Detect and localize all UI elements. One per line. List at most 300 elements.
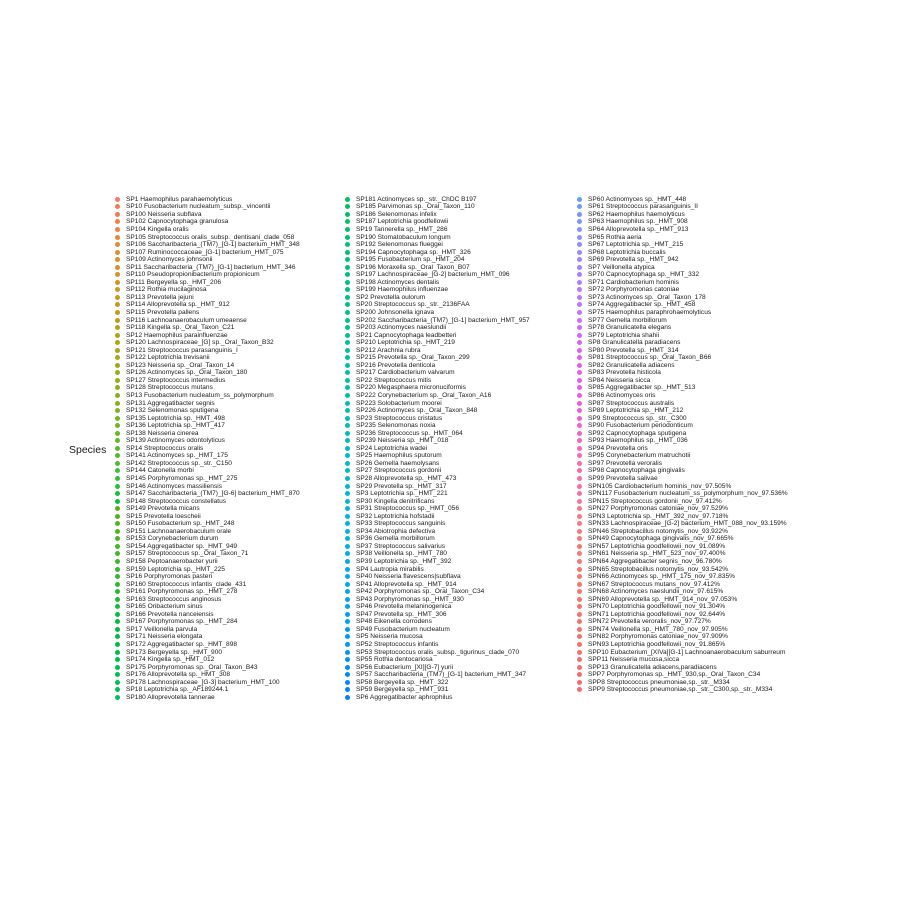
legend-entry — [345, 331, 530, 339]
legend-entry — [577, 263, 788, 271]
legend-entry-label: SP215 Prevotella sp._Oral_Taxon_299 — [356, 354, 470, 362]
legend-key-dot — [345, 393, 350, 398]
legend-entry — [577, 460, 788, 468]
legend-entry-label: SP89 Leptotrichia sp._HMT_212 — [588, 407, 684, 415]
legend-key-dot — [577, 589, 582, 594]
legend-entry — [345, 565, 530, 573]
legend-entry-label: SP136 Leptotrichia sp._HMT_417 — [126, 422, 225, 430]
legend-entry-label: SP61 Streptococcus parasanguinis_II — [588, 203, 698, 211]
legend-entry-label: SP77 Gemella morbillorum — [588, 316, 667, 324]
legend-entry — [115, 339, 300, 347]
legend-key-dot — [345, 197, 350, 202]
legend-key-dot — [345, 499, 350, 504]
legend-key-dot — [115, 423, 120, 428]
legend-entry-label: SP120 Lachnospiraceae_[G] sp._Oral_Taxon_B32 — [126, 339, 274, 347]
legend-entry-label: SP165 Oribacterium sinus — [126, 603, 203, 611]
legend-entry — [115, 595, 300, 603]
legend-entry-label: SP187 Leptotrichia goodfellowii — [356, 218, 449, 226]
legend-key-dot — [115, 204, 120, 209]
legend-entry — [115, 256, 300, 264]
legend-key-dot — [345, 453, 350, 458]
legend-entry-label: SP223 Solobacterium moorei — [356, 399, 442, 407]
legend-key-dot — [115, 302, 120, 307]
legend-key-dot — [115, 280, 120, 285]
legend-key-dot — [345, 544, 350, 549]
legend-entry — [115, 452, 300, 460]
legend-key-dot — [115, 657, 120, 662]
legend-key-dot — [115, 401, 120, 406]
legend-key-dot — [115, 197, 120, 202]
legend-entry — [115, 369, 300, 377]
legend-key-dot — [115, 521, 120, 526]
legend-key-dot — [115, 612, 120, 617]
legend-key-dot — [345, 348, 350, 353]
legend-entry — [115, 573, 300, 581]
legend-key-dot — [577, 582, 582, 587]
legend-entry — [577, 324, 788, 332]
legend-entry — [577, 641, 788, 649]
legend-key-dot — [345, 529, 350, 534]
legend-key-dot — [115, 235, 120, 240]
legend-entry-label: SP195 Fusobacterium sp._HMT_204 — [356, 256, 465, 264]
legend-entry — [115, 663, 300, 671]
legend-entry — [115, 671, 300, 679]
legend-entry — [577, 392, 788, 400]
legend-key-dot — [577, 295, 582, 300]
legend-entry-label: SP32 Leptotrichia hofstadii — [356, 512, 435, 520]
legend-entry-label: SP82 Granulicatella adiacens — [588, 361, 675, 369]
legend-entry-label: SPN3 Leptotrichia sp._HMT_392_nov_97.718% — [588, 512, 729, 520]
legend-entry — [115, 346, 300, 354]
legend-key-dot — [577, 680, 582, 685]
legend-entry — [577, 362, 788, 370]
legend-key-dot — [115, 318, 120, 323]
legend-entry — [577, 595, 788, 603]
legend-key-dot — [577, 687, 582, 692]
legend-entry — [345, 626, 530, 634]
legend-entry-label: SPN74 Veillonella sp._HMT_780_nov_97.905% — [588, 625, 728, 633]
legend-entry — [345, 346, 530, 354]
legend-key-dot — [115, 325, 120, 330]
legend-entry — [115, 392, 300, 400]
legend-entry — [115, 535, 300, 543]
legend-entry — [345, 422, 530, 430]
legend-key-dot — [577, 634, 582, 639]
legend-key-dot — [577, 265, 582, 270]
legend-entry — [577, 354, 788, 362]
legend-entry — [577, 528, 788, 536]
legend-entry-label: SP178 Lachnospiraceae_[G-3] bacterium_HMT_100 — [126, 678, 280, 686]
legend-entry-label: SP200 Johnsonella ignava — [356, 308, 435, 316]
legend-entry-label: SP142 Streptococcus sp._str._C150 — [126, 459, 232, 467]
legend-key-dot — [577, 257, 582, 262]
legend-key-dot — [115, 295, 120, 300]
legend-entry — [345, 294, 530, 302]
legend-key-dot — [345, 423, 350, 428]
legend-entry — [115, 301, 300, 309]
legend-entry-label: SPP8 Streptococcus pneumoniae,sp._str._M334 — [588, 678, 730, 686]
legend-entry — [115, 528, 300, 536]
legend-entry — [577, 301, 788, 309]
legend-entry-label: SP159 Leptotrichia sp._HMT_225 — [126, 565, 225, 573]
legend-key-dot — [577, 446, 582, 451]
legend-entry-label: SPN66 Actinomyces sp._HMT_175_nov_97.835% — [588, 573, 735, 581]
legend-entry-label: SP95 Corynebacterium matruchotii — [588, 452, 691, 460]
legend-entry — [345, 233, 530, 241]
legend-key-dot — [577, 363, 582, 368]
legend-key-dot — [345, 333, 350, 338]
legend-entry-label: SP127 Streptococcus intermedius — [126, 376, 226, 384]
legend-entry — [577, 512, 788, 520]
legend-key-dot — [345, 340, 350, 345]
legend-entry-label: SP70 Capnocytophaga sp._HMT_332 — [588, 271, 700, 279]
legend-key-dot — [577, 468, 582, 473]
legend-entry-label: SP100 Neisseria subflava — [126, 210, 202, 218]
legend-key-dot — [345, 446, 350, 451]
legend-key-dot — [115, 416, 120, 421]
legend-key-dot — [345, 385, 350, 390]
legend-entry — [115, 248, 300, 256]
legend-key-dot — [115, 491, 120, 496]
legend-entry-label: SP21 Capnocytophaga leadbetteri — [356, 331, 457, 339]
legend-entry-label: SPN64 Aggregatibacter segnis_nov_96.780% — [588, 558, 722, 566]
legend-key-dot — [345, 521, 350, 526]
legend-key-dot — [115, 265, 120, 270]
legend-entry — [577, 271, 788, 279]
legend-entry-label: SP145 Porphyromonas sp._HMT_275 — [126, 475, 238, 482]
legend-key-dot — [345, 559, 350, 564]
legend-entry — [345, 339, 530, 347]
legend-entry — [577, 414, 788, 422]
legend-key-dot — [345, 257, 350, 262]
legend-entry — [115, 294, 300, 302]
legend-entry-label: SP81 Streptococcus sp._Oral_Taxon_B66 — [588, 354, 712, 362]
legend-key-dot — [115, 355, 120, 360]
legend-entry — [577, 339, 788, 347]
legend-key-dot — [345, 491, 350, 496]
legend-key-dot — [345, 250, 350, 255]
legend-entry — [115, 694, 300, 702]
legend-entry-label: SP11 Saccharibacteria_(TM7)_[G-1] bacterium_HMT_346 — [126, 263, 296, 271]
legend-key-dot — [115, 287, 120, 292]
legend-entry-label: SP235 Selenomonas noxia — [356, 422, 436, 430]
legend-key-dot — [577, 370, 582, 375]
legend-key-dot — [115, 574, 120, 579]
legend-entry-label: SP69 Prevotella sp._HMT_942 — [588, 256, 679, 264]
legend-entry-label: SP199 Haemophilus influenzae — [356, 286, 449, 294]
legend-key-dot — [115, 536, 120, 541]
legend-key-dot — [577, 672, 582, 677]
legend-entry-label: SP210 Leptotrichia sp._HMT_219 — [356, 339, 455, 347]
legend-entry-label: SPN67 Streptococcus mutans_nov_97.412% — [588, 580, 720, 588]
legend-entry — [115, 618, 300, 626]
legend-entry-label: SP41 Alloprevotella sp._HMT_914 — [356, 580, 457, 588]
legend-entry-label: SP74 Aggregatibacter sp._HMT_458 — [588, 301, 696, 309]
legend-entry — [345, 535, 530, 543]
legend-entry-label: SP60 Actinomyces sp._HMT_448 — [588, 195, 687, 203]
legend-entry — [577, 565, 788, 573]
legend-entry — [345, 588, 530, 596]
legend-entry-label: SP57 Saccharibacteria_(TM7)_[G-1] bacterium_HMT_347 — [356, 671, 527, 679]
legend-key-dot — [115, 310, 120, 315]
legend-key-dot — [345, 302, 350, 307]
legend-entry — [345, 226, 530, 234]
legend-entry-label: SP62 Haemophilus haemolyticus — [588, 210, 685, 218]
legend-entry — [115, 211, 300, 219]
legend-entry — [577, 437, 788, 445]
legend-entry-label: SP38 Veillonella sp._HMT_780 — [356, 550, 447, 558]
legend-entry-label: SP33 Streptococcus sanguinis — [356, 520, 446, 528]
legend-key-dot — [577, 416, 582, 421]
legend-entry — [115, 407, 300, 415]
legend-key-dot — [345, 506, 350, 511]
legend-entry-label: SP203 Actinomyces naeslundii — [356, 324, 447, 332]
legend-entry — [577, 346, 788, 354]
legend-entry — [345, 550, 530, 558]
legend-entry-label: SPN93 Leptotrichia goodfellowii_nov_91.865% — [588, 641, 726, 649]
legend-key-dot — [115, 212, 120, 217]
legend-entry — [345, 512, 530, 520]
legend-entry-label: SP20 Streptococcus sp._str._2136FAA — [356, 301, 470, 309]
legend-entry — [577, 241, 788, 249]
legend-entry-label: SP180 Alloprevotella tannerae — [126, 693, 215, 701]
legend-entry — [345, 528, 530, 536]
legend-entry — [345, 679, 530, 687]
legend-key-dot — [345, 604, 350, 609]
legend-entry — [345, 633, 530, 641]
legend-key-dot — [577, 431, 582, 436]
legend-entry-label: SP174 Kingella sp._HMT_012 — [126, 656, 215, 664]
legend-entry-label: SP53 Streptococcus oralis_subsp._tigurinus_clade_070 — [356, 648, 520, 656]
legend-entry-label: SP34 Abiotrophia defectiva — [356, 527, 436, 535]
legend-key-dot — [345, 408, 350, 413]
legend-key-dot — [345, 265, 350, 270]
legend-key-dot — [577, 499, 582, 504]
legend-key-dot — [577, 408, 582, 413]
legend-entry-label: SP121 Streptococcus parasanguinis_I — [126, 346, 238, 354]
legend-key-dot — [577, 333, 582, 338]
legend-entry — [115, 429, 300, 437]
legend-entry — [115, 603, 300, 611]
legend-key-dot — [115, 219, 120, 224]
legend-key-dot — [577, 385, 582, 390]
legend-entry-label: SP111 Bergeyella sp._HMT_206 — [126, 278, 222, 286]
legend-entry — [345, 475, 530, 483]
legend-entry-label: SP135 Leptotrichia sp._HMT_498 — [126, 414, 225, 422]
legend-entry — [115, 331, 300, 339]
legend-key-dot — [345, 401, 350, 406]
legend-entry-label: SP67 Leptotrichia sp._HMT_215 — [588, 241, 684, 249]
legend-entry — [345, 429, 530, 437]
legend-key-dot — [345, 272, 350, 277]
legend-entry-label: SPN27 Porphyromonas catoniae_nov_97.529% — [588, 505, 729, 513]
legend-key-dot — [577, 340, 582, 345]
legend-entry-label: SP58 Bergeyella sp._HMT_322 — [356, 678, 449, 686]
legend-column-1 — [115, 196, 300, 702]
legend-entry-label: SP122 Leptotrichia trevisanii — [126, 354, 210, 362]
legend-entry — [345, 694, 530, 702]
legend-entry — [577, 626, 788, 634]
legend-entry — [345, 369, 530, 377]
legend-entry — [345, 460, 530, 468]
legend-entry-label: SPN105 Cardiobacterium hominis_nov_97.505% — [588, 482, 732, 490]
legend-entry-label: SP25 Haemophilus sputorum — [356, 452, 442, 460]
legend-entry-label: SP149 Prevotella micans — [126, 505, 200, 513]
legend-entry — [115, 679, 300, 687]
legend-entry — [577, 633, 788, 641]
legend-entry-label: SP226 Actinomyces sp._Oral_Taxon_848 — [356, 407, 478, 415]
legend-entry-label: SP131 Aggregatibacter segnis — [126, 399, 215, 407]
legend-entry-label: SPN49 Capnocytophaga gingivalis_nov_97.665% — [588, 535, 734, 543]
legend-entry — [115, 286, 300, 294]
legend-entry-label: SP71 Cardiobacterium hominis — [588, 278, 679, 286]
legend-entry-label: SP27 Streptococcus gordonii — [356, 467, 442, 475]
legend-entry-label: SP78 Granulicatella elegans — [588, 324, 672, 332]
legend-entry — [345, 671, 530, 679]
legend-entry-label: SP63 Haemophilus sp._HMT_908 — [588, 218, 688, 226]
legend-key-dot — [115, 567, 120, 572]
legend-entry-label: SP175 Porphyromonas sp._Oral_Taxon_B43 — [126, 663, 258, 671]
legend-entry-label: SP239 Neisseria sp._HMT_018 — [356, 437, 449, 445]
legend-entry — [577, 452, 788, 460]
legend-entry — [115, 377, 300, 385]
legend-key-dot — [345, 363, 350, 368]
legend-key-dot — [345, 325, 350, 330]
legend-entry — [345, 558, 530, 566]
legend-entry — [577, 580, 788, 588]
legend-entry — [345, 467, 530, 475]
legend-key-dot — [345, 242, 350, 247]
legend-entry-label: SP146 Actinomyces massiliensis — [126, 482, 223, 490]
legend-key-dot — [345, 551, 350, 556]
legend-entry — [577, 384, 788, 392]
legend-entry-label: SP46 Prevotella melaninogenica — [356, 603, 452, 611]
legend-entry-label: SP56 Eubacterium_[XI][G-7] yurii — [356, 663, 454, 671]
legend-key-dot — [345, 665, 350, 670]
legend-entry-label: SPN117 Fusobacterium nucleatum_ss_polymorphum_nov_97.536% — [588, 490, 788, 498]
legend-entry — [115, 520, 300, 528]
legend-entry-label: SP126 Actinomyces sp._Oral_Taxon_180 — [126, 369, 248, 377]
legend-entry-label: SP98 Capnocytophaga gingivalis — [588, 467, 685, 475]
legend-key-dot — [577, 484, 582, 489]
legend-entry-label: SP4 Lautropia mirabilis — [356, 565, 424, 573]
legend-key-dot — [577, 612, 582, 617]
legend-key-dot — [577, 197, 582, 202]
legend-key-dot — [577, 559, 582, 564]
legend-entry — [115, 490, 300, 498]
legend-key-dot — [115, 431, 120, 436]
legend-entry — [345, 407, 530, 415]
legend-entry — [115, 218, 300, 226]
legend-entry-label: SP31 Streptococcus sp._HMT_056 — [356, 505, 459, 513]
legend-key-dot — [115, 619, 120, 624]
legend-entry — [115, 354, 300, 362]
legend-entry — [577, 294, 788, 302]
legend-entry — [115, 588, 300, 596]
legend-entry-label: SPN61 Neisseria sp._HMT_523_nov_97.400% — [588, 550, 726, 558]
legend-entry — [115, 422, 300, 430]
legend-entry — [577, 445, 788, 453]
legend-entry-label: SP43 Porphyromonas sp._HMT_930 — [356, 595, 464, 603]
legend-key-dot — [115, 484, 120, 489]
legend-key-dot — [577, 272, 582, 277]
legend-key-dot — [577, 529, 582, 534]
legend-entry — [577, 233, 788, 241]
legend-entry-label: SP83 Prevotella histicola — [588, 369, 661, 377]
legend-entry — [577, 588, 788, 596]
legend-entry — [115, 309, 300, 317]
legend-entry — [115, 226, 300, 234]
legend-entry — [345, 211, 530, 219]
legend-key-dot — [115, 604, 120, 609]
legend-entry-label: SP73 Actinomyces sp._Oral_Taxon_178 — [588, 293, 706, 301]
legend-entry-label: SP181 Actinomyces sp._str._ChDC B197 — [356, 195, 477, 203]
legend-key-dot — [577, 219, 582, 224]
legend-entry — [345, 543, 530, 551]
legend-entry-label: SP104 Kingella oralis — [126, 225, 189, 233]
legend-key-dot — [115, 665, 120, 670]
legend-entry — [577, 467, 788, 475]
legend-entry — [577, 248, 788, 256]
legend-key-dot — [345, 612, 350, 617]
legend-entry-label: SPN72 Prevotella veroralis_nov_97.727% — [588, 618, 711, 626]
legend-entry — [577, 407, 788, 415]
legend-key-dot — [345, 642, 350, 647]
legend-entry — [577, 558, 788, 566]
legend-entry — [577, 377, 788, 385]
legend-key-dot — [115, 589, 120, 594]
legend-entry — [345, 573, 530, 581]
legend-key-dot — [577, 574, 582, 579]
legend-entry — [115, 362, 300, 370]
legend-entry — [345, 354, 530, 362]
legend-key-dot — [577, 461, 582, 466]
legend-key-dot — [115, 695, 120, 700]
legend-entry — [577, 475, 788, 483]
legend-key-dot — [577, 650, 582, 655]
legend-key-dot — [115, 687, 120, 692]
legend-key-dot — [115, 499, 120, 504]
legend-entry — [345, 505, 530, 513]
legend-key-dot — [577, 619, 582, 624]
legend-key-dot — [115, 559, 120, 564]
legend-key-dot — [577, 506, 582, 511]
legend-entry-label: SP94 Prevotella oris — [588, 444, 648, 452]
legend-entry-label: SP139 Actinomyces odontolyticus — [126, 437, 225, 445]
legend-entry — [345, 641, 530, 649]
legend-key-dot — [345, 567, 350, 572]
legend-entry — [115, 611, 300, 619]
legend-entry-label: SP13 Fusobacterium nucleatum_ss_polymorphum — [126, 391, 274, 399]
legend-key-dot — [577, 476, 582, 481]
legend-key-dot — [345, 219, 350, 224]
legend-key-dot — [577, 348, 582, 353]
legend-entry — [345, 384, 530, 392]
legend-entry-label: SP194 Capnocytophaga sp._HMT_326 — [356, 248, 471, 256]
legend-entry-label: SP6 Aggregatibacter aphrophilus — [356, 693, 453, 701]
legend-entry-label: SP19 Tannerella sp._HMT_286 — [356, 225, 448, 233]
legend-entry — [577, 490, 788, 498]
legend-entry-label: SP47 Prevotella sp._HMT_306 — [356, 610, 447, 618]
legend-key-dot — [345, 650, 350, 655]
legend-entry-label: SP114 Alloprevotella sp._HMT_912 — [126, 301, 230, 309]
legend-key-dot — [577, 453, 582, 458]
legend-entry-label: SP166 Prevotella nanceiensis — [126, 610, 214, 618]
legend-entry — [577, 211, 788, 219]
legend-key-dot — [577, 235, 582, 240]
legend-entry — [345, 595, 530, 603]
legend-entry — [577, 279, 788, 287]
